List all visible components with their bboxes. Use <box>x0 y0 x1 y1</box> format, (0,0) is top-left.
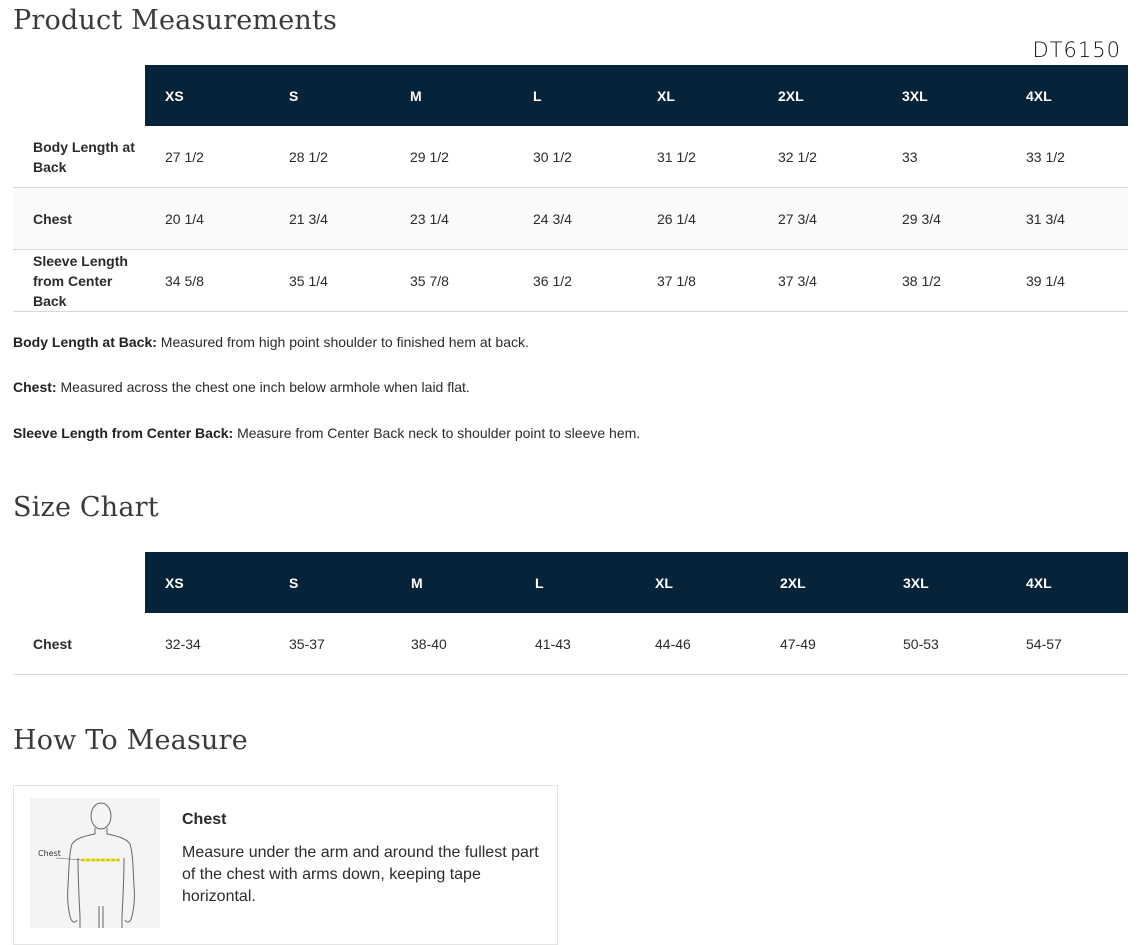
measure-card-chest <box>13 785 558 945</box>
table-cell: 34 5/8 <box>145 250 269 312</box>
table-cell: 33 <box>882 126 1006 188</box>
table-row <box>13 126 1128 188</box>
note-text: Measured across the chest one inch below armhole when laid flat. <box>60 379 470 395</box>
table-cell: 28 1/2 <box>269 126 390 188</box>
table-cell: 47-49 <box>760 613 883 675</box>
size-header: XS <box>145 552 269 613</box>
table-row <box>13 250 1128 312</box>
measurement-note <box>13 425 640 441</box>
table-cell: 27 3/4 <box>758 188 882 250</box>
measurement-note <box>13 334 529 350</box>
table-cell: 29 1/2 <box>390 126 513 188</box>
measure-card-text: Measure under the arm and around the fullest part of the chest with arms down, keeping tape horizontal. <box>182 844 539 905</box>
size-header: 4XL <box>1006 65 1128 126</box>
table-cell: 35-37 <box>269 613 391 675</box>
table-cell: 54-57 <box>1006 613 1128 675</box>
table-row <box>13 613 1128 675</box>
row-label-header <box>13 65 145 126</box>
table-cell: 44-46 <box>635 613 760 675</box>
size-header: XL <box>635 552 760 613</box>
table-cell: 26 1/4 <box>637 188 758 250</box>
size-header: 4XL <box>1006 552 1128 613</box>
row-label-chest: Chest <box>13 188 145 250</box>
size-header-row <box>13 65 1128 126</box>
note-text: Measured from high point shoulder to finished hem at back. <box>160 334 529 350</box>
table-cell: 41-43 <box>515 613 635 675</box>
table-cell: 33 1/2 <box>1006 126 1128 188</box>
table-cell: 37 3/4 <box>758 250 882 312</box>
table-cell: 35 1/4 <box>269 250 390 312</box>
chest-measure-figure <box>30 798 160 928</box>
table-cell: 27 1/2 <box>145 126 269 188</box>
table-cell: 38 1/2 <box>882 250 1006 312</box>
size-chart-heading: Size Chart <box>13 492 159 523</box>
table-cell: 32 1/2 <box>758 126 882 188</box>
size-header: M <box>390 65 513 126</box>
table-cell: 31 3/4 <box>1006 188 1128 250</box>
table-cell: 24 3/4 <box>513 188 637 250</box>
table-cell: 30 1/2 <box>513 126 637 188</box>
note-term: Chest: <box>13 379 57 395</box>
measure-card-title: Chest <box>182 811 227 828</box>
table-cell: 23 1/4 <box>390 188 513 250</box>
table-cell: 35 7/8 <box>390 250 513 312</box>
table-cell: 31 1/2 <box>637 126 758 188</box>
note-term: Body Length at Back: <box>13 334 157 350</box>
figure-label: Chest <box>38 849 61 858</box>
table-cell: 36 1/2 <box>513 250 637 312</box>
row-label-header <box>13 552 145 613</box>
product-measurements-table <box>13 65 1128 312</box>
measurement-note <box>13 379 470 395</box>
size-header: L <box>515 552 635 613</box>
size-header: XL <box>637 65 758 126</box>
note-term: Sleeve Length from Center Back: <box>13 425 234 441</box>
size-header-row <box>13 552 1128 613</box>
table-cell: 20 1/4 <box>145 188 269 250</box>
size-header: 2XL <box>760 552 883 613</box>
size-header: 3XL <box>882 65 1006 126</box>
table-cell: 39 1/4 <box>1006 250 1128 312</box>
size-header: 2XL <box>758 65 882 126</box>
how-to-measure-heading: How To Measure <box>13 725 248 756</box>
table-cell: 29 3/4 <box>882 188 1006 250</box>
table-cell: 21 3/4 <box>269 188 390 250</box>
row-label-body-length: Body Length at Back <box>13 126 145 188</box>
size-header: S <box>269 552 391 613</box>
row-label-chest: Chest <box>13 613 145 675</box>
table-row <box>13 188 1128 250</box>
size-header: XS <box>145 65 269 126</box>
table-cell: 37 1/8 <box>637 250 758 312</box>
note-text: Measure from Center Back neck to shoulder point to sleeve hem. <box>237 425 641 441</box>
style-code: DT6150 <box>1032 38 1121 62</box>
size-header: S <box>269 65 390 126</box>
row-label-sleeve-length: Sleeve Length from Center Back <box>13 250 145 312</box>
product-measurements-heading: Product Measurements <box>13 5 338 36</box>
size-header: 3XL <box>883 552 1006 613</box>
size-header: L <box>513 65 637 126</box>
table-cell: 32-34 <box>145 613 269 675</box>
size-header: M <box>391 552 515 613</box>
table-cell: 38-40 <box>391 613 515 675</box>
table-cell: 50-53 <box>883 613 1006 675</box>
size-chart-table <box>13 552 1128 675</box>
